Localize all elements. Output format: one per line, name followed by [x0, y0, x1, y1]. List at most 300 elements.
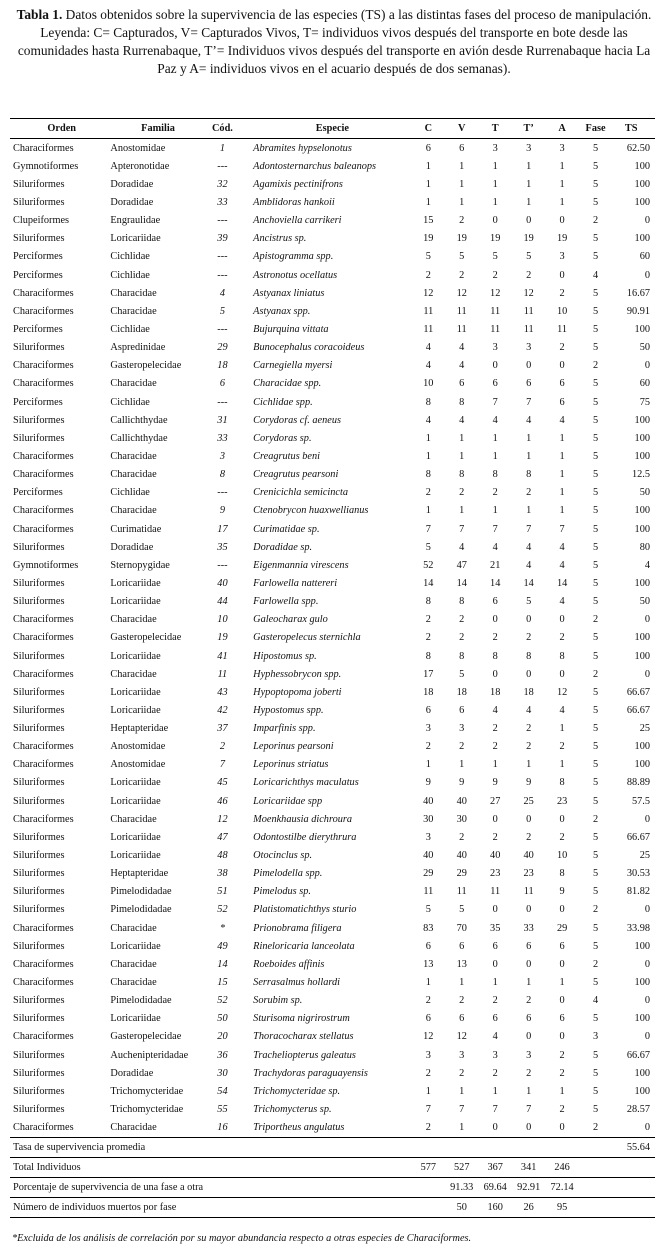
cell-orden: Characiformes — [13, 360, 74, 372]
cell-especie: Bujurquina vittata — [253, 323, 329, 335]
cell-c: 18 — [423, 686, 434, 698]
cell-familia: Characidae — [110, 287, 157, 299]
cell-orden: Characiformes — [13, 741, 74, 753]
cell-tp: 0 — [526, 360, 532, 372]
cell-tp: 0 — [526, 215, 532, 227]
cell-especie: Hypostomus spp. — [253, 704, 324, 716]
cell-c: 7 — [425, 1104, 431, 1116]
cell-a: 3 — [559, 142, 565, 154]
cell-orden: Siluriformes — [13, 777, 65, 789]
summary-total-label: Total Individuos — [10, 1157, 412, 1177]
summary-body — [10, 1137, 655, 1217]
cell-tp: 18 — [523, 686, 534, 698]
cell-v: 6 — [459, 1013, 465, 1025]
cell-cod: 45 — [217, 777, 228, 789]
cell-fase: 5 — [592, 831, 599, 843]
cell-a: 0 — [559, 995, 565, 1007]
cell-orden: Characiformes — [13, 813, 74, 825]
table-row — [10, 193, 655, 211]
table-row — [10, 1028, 655, 1046]
cell-c: 11 — [423, 323, 434, 335]
cell-ts: 100 — [634, 160, 650, 172]
cell-familia: Anostomidae — [110, 759, 166, 771]
cell-ts: 0 — [612, 1119, 655, 1138]
cell-cod: 39 — [217, 233, 228, 245]
cell-tp: 12 — [523, 287, 534, 299]
cell-t: 2 — [492, 269, 498, 281]
cell-especie: Crenicichla semicincta — [253, 487, 349, 499]
cell-familia: Characidae — [110, 378, 157, 390]
table-row — [10, 1010, 655, 1028]
table-row — [10, 701, 655, 719]
cell-fase: 2 — [592, 813, 599, 825]
cell-fase: 5 — [592, 850, 599, 862]
cell-especie: Trichomycteridae sp. — [253, 1085, 341, 1097]
cell-v: 40 — [456, 850, 467, 862]
cell-tp: 7 — [526, 1104, 532, 1116]
cell-fase: 5 — [592, 759, 599, 771]
cell-a: 2 — [559, 741, 565, 753]
cell-c: 6 — [425, 704, 431, 716]
cell-c: 1 — [425, 450, 431, 462]
cell-tp: 1 — [526, 977, 532, 989]
cell-ts: 100 — [634, 1085, 650, 1097]
cell-fase: 5 — [592, 686, 599, 698]
cell-t: 0 — [492, 215, 498, 227]
cell-c: 2 — [425, 1067, 431, 1079]
cell-fase: 5 — [592, 704, 599, 716]
summary-deaths-a: 95 — [545, 1197, 578, 1217]
cell-a: 2 — [559, 831, 565, 843]
cell-t: 6 — [492, 378, 498, 390]
cell-especie: Curimatidae sp. — [253, 523, 320, 535]
cell-ts: 66.67 — [626, 831, 650, 843]
cell-tp: 1 — [526, 160, 532, 172]
cell-especie: Corydoras sp. — [253, 432, 312, 444]
cell-familia: Gasteropelecidae — [110, 1031, 182, 1043]
summary-mean-label: Tasa de supervivencia promedia — [10, 1137, 612, 1157]
cell-c: 8 — [425, 596, 431, 608]
cell-orden: Gymnotiformes — [13, 559, 79, 571]
cell-c: 29 — [423, 868, 434, 880]
cell-a: 0 — [559, 215, 565, 227]
cell-v: 1 — [445, 1119, 478, 1138]
cell-tp: 1 — [526, 759, 532, 771]
cell-fase: 5 — [592, 142, 599, 154]
cell-t: 11 — [490, 323, 501, 335]
cell-c: 13 — [423, 958, 434, 970]
summary-deaths-v: 50 — [445, 1197, 478, 1217]
cell-fase: 2 — [579, 1119, 612, 1138]
summary-deaths-t: 160 — [478, 1197, 511, 1217]
cell-tp: 7 — [526, 396, 532, 408]
cell-especie: Thoracocharax stellatus — [253, 1031, 354, 1043]
cell-a: 4 — [559, 414, 565, 426]
cell-ts: 100 — [634, 323, 650, 335]
cell-tp: 3 — [526, 1049, 532, 1061]
table-row — [10, 792, 655, 810]
table-row — [10, 302, 655, 320]
summary-deaths-tp: 26 — [512, 1197, 545, 1217]
cell-v: 8 — [459, 596, 465, 608]
cell-v: 8 — [459, 396, 465, 408]
cell-tp: 8 — [526, 650, 532, 662]
cell-cod: --- — [217, 160, 228, 172]
cell-ts: 25 — [639, 723, 650, 735]
cell-familia: Aspredinidae — [110, 342, 166, 354]
cell-ts: 75 — [639, 396, 650, 408]
cell-a: 1 — [559, 178, 565, 190]
table-footnote: *Excluida de los análisis de correlación por su mayor abundancia respecto a otras especies de Characiformes. — [12, 1233, 472, 1244]
cell-a: 0 — [559, 269, 565, 281]
cell-v: 47 — [456, 559, 467, 571]
cell-orden: Perciformes — [13, 323, 63, 335]
cell-v: 4 — [459, 414, 465, 426]
cell-fase: 5 — [592, 777, 599, 789]
cell-familia: Doradidae — [110, 178, 154, 190]
cell-orden: Siluriformes — [13, 577, 65, 589]
cell-a: 0 — [559, 360, 565, 372]
cell-orden: Siluriformes — [13, 795, 65, 807]
cell-cod: 46 — [217, 795, 228, 807]
cell-orden: Siluriformes — [13, 723, 65, 735]
cell-tp: 7 — [526, 523, 532, 535]
cell-ts: 0 — [644, 614, 650, 626]
cell-a: 1 — [559, 487, 565, 499]
cell-fase: 5 — [592, 178, 599, 190]
table-row — [10, 248, 655, 266]
cell-tp: 11 — [523, 305, 534, 317]
cell-v: 11 — [456, 323, 467, 335]
cell-ts: 50 — [639, 596, 650, 608]
cell-ts: 100 — [634, 432, 650, 444]
cell-orden: Perciformes — [13, 269, 63, 281]
cell-ts: 0 — [644, 269, 650, 281]
cell-tp: 4 — [526, 559, 532, 571]
cell-orden: Characiformes — [13, 759, 74, 771]
cell-especie: Rineloricaria lanceolata — [253, 940, 355, 952]
summary-phase-ts — [612, 1177, 655, 1197]
cell-cod: 14 — [217, 958, 228, 970]
table-row — [10, 466, 655, 484]
cell-cod: 52 — [217, 904, 228, 916]
cell-v: 4 — [459, 360, 465, 372]
cell-especie: Hyphessobrycon spp. — [253, 668, 342, 680]
cell-especie: Hypoptopoma joberti — [253, 686, 342, 698]
cell-tp: 1 — [526, 432, 532, 444]
cell-cod: --- — [217, 323, 228, 335]
cell-ts: 100 — [634, 759, 650, 771]
table-row — [10, 175, 655, 193]
cell-tp: 6 — [526, 1013, 532, 1025]
cell-ts: 4 — [644, 559, 650, 571]
cell-v: 3 — [459, 1049, 465, 1061]
cell-v: 13 — [456, 958, 467, 970]
table-row — [10, 683, 655, 701]
cell-especie: Leporinus striatus — [253, 759, 329, 771]
cell-t: 1 — [492, 196, 498, 208]
cell-familia: Heptapteridae — [110, 868, 169, 880]
cell-orden: Siluriformes — [13, 196, 65, 208]
summary-total-ts — [612, 1157, 655, 1177]
cell-tp: 9 — [526, 777, 532, 789]
cell-c: 15 — [423, 215, 434, 227]
cell-familia: Loricariidae — [110, 704, 161, 716]
cell-a: 6 — [559, 378, 565, 390]
cell-fase: 5 — [592, 287, 599, 299]
cell-fase: 4 — [592, 995, 599, 1007]
cell-t: 40 — [490, 850, 501, 862]
cell-especie: Adontosternarchus baleanops — [253, 160, 377, 172]
cell-familia: Characidae — [110, 305, 157, 317]
cell-c: 12 — [423, 287, 434, 299]
table-row — [10, 901, 655, 919]
cell-tp: 4 — [526, 704, 532, 716]
cell-v: 4 — [459, 342, 465, 354]
cell-especie: Creagrutus pearsoni — [253, 469, 339, 481]
cell-t: 1 — [492, 432, 498, 444]
cell-v: 6 — [459, 940, 465, 952]
cell-c: 8 — [425, 396, 431, 408]
cell-v: 2 — [459, 269, 465, 281]
cell-c: 83 — [423, 922, 434, 934]
table-row — [10, 538, 655, 556]
cell-fase: 5 — [592, 1085, 599, 1097]
cell-v: 12 — [456, 1031, 467, 1043]
cell-t: 5 — [492, 251, 498, 263]
cell-familia: Loricariidae — [110, 850, 161, 862]
summary-row-phase-survival — [10, 1177, 655, 1197]
cell-a: 0 — [559, 614, 565, 626]
cell-cod: 29 — [217, 342, 228, 354]
cell-fase: 2 — [592, 668, 599, 680]
cell-especie: Loricariidae spp — [253, 795, 323, 807]
cell-tp: 0 — [526, 958, 532, 970]
cell-tp: 2 — [526, 632, 532, 644]
cell-fase: 5 — [592, 396, 599, 408]
cell-familia: Characidae — [110, 505, 157, 517]
cell-ts: 66.67 — [626, 1049, 650, 1061]
cell-v: 2 — [459, 632, 465, 644]
cell-familia: Curimatidae — [110, 523, 162, 535]
cell-orden: Siluriformes — [13, 178, 65, 190]
cell-cod: 18 — [217, 360, 228, 372]
cell-cod: 43 — [217, 686, 228, 698]
cell-orden: Characiformes — [13, 614, 74, 626]
cell-ts: 100 — [634, 523, 650, 535]
cell-c: 2 — [425, 487, 431, 499]
summary-total-t: 367 — [478, 1157, 511, 1177]
cell-familia: Gasteropelecidae — [110, 360, 182, 372]
cell-fase: 5 — [592, 868, 599, 880]
cell-cod: 49 — [217, 940, 228, 952]
cell-fase: 2 — [592, 614, 599, 626]
cell-v: 1 — [459, 505, 465, 517]
cell-v: 1 — [459, 759, 465, 771]
cell-familia: Loricariidae — [110, 596, 161, 608]
cell-cod: 19 — [217, 632, 228, 644]
cell-tp: 11 — [523, 886, 534, 898]
cell-familia: Anostomidae — [110, 142, 166, 154]
cell-ts: 16.67 — [626, 287, 650, 299]
cell-v: 11 — [456, 305, 467, 317]
table-row — [10, 593, 655, 611]
cell-familia: Characidae — [110, 813, 157, 825]
cell-a: 11 — [557, 323, 568, 335]
cell-especie: Tracheliopterus galeatus — [253, 1049, 356, 1061]
cell-ts: 0 — [644, 360, 650, 372]
table-row — [10, 484, 655, 502]
cell-familia: Characidae — [110, 922, 157, 934]
cell-fase: 5 — [592, 940, 599, 952]
cell-t: 18 — [490, 686, 501, 698]
cell-v: 30 — [456, 813, 467, 825]
cell-especie: Astyanax spp. — [253, 305, 311, 317]
cell-cod: 12 — [217, 813, 228, 825]
cell-c: 2 — [425, 741, 431, 753]
cell-tp: 25 — [523, 795, 534, 807]
cell-cod: 41 — [217, 650, 228, 662]
cell-cod: 8 — [219, 469, 226, 481]
cell-fase: 5 — [592, 160, 599, 172]
cell-v: 2 — [459, 741, 465, 753]
cell-ts: 60 — [639, 251, 650, 263]
cell-ts: 30.53 — [626, 868, 650, 880]
cell-orden: Characiformes — [13, 450, 74, 462]
cell-especie: Farlowella nattereri — [253, 577, 338, 589]
cell-tp: 5 — [526, 251, 532, 263]
table-row — [10, 230, 655, 248]
table-row — [10, 320, 655, 338]
cell-v: 1 — [459, 977, 465, 989]
cell-ts: 100 — [634, 977, 650, 989]
cell-t: 9 — [492, 777, 498, 789]
cell-a: 6 — [559, 940, 565, 952]
cell-especie: Carnegiella myersi — [253, 360, 333, 372]
cell-tp: 4 — [526, 414, 532, 426]
cell-tp: 3 — [526, 342, 532, 354]
cell-especie: Amblidoras hankoii — [253, 196, 335, 208]
cell-cod: 3 — [219, 450, 226, 462]
cell-v: 29 — [456, 868, 467, 880]
cell-orden: Gymnotiformes — [13, 160, 79, 172]
table-row — [10, 357, 655, 375]
cell-orden: Siluriformes — [13, 1049, 65, 1061]
cell-especie: Hipostomus sp. — [253, 650, 317, 662]
cell-c: 4 — [425, 360, 431, 372]
cell-tp: 4 — [526, 541, 532, 553]
cell-cod: 7 — [219, 759, 226, 771]
cell-tp: 19 — [523, 233, 534, 245]
cell-ts: 100 — [634, 178, 650, 190]
cell-especie: Loricarichthys maculatus — [253, 777, 359, 789]
cell-orden: Siluriformes — [13, 940, 65, 952]
summary-row-total — [10, 1157, 655, 1177]
cell-c: 40 — [423, 795, 434, 807]
cell-c: 6 — [425, 142, 431, 154]
cell-a: 1 — [559, 432, 565, 444]
cell-orden: Perciformes — [13, 396, 63, 408]
cell-ts: 0 — [644, 995, 650, 1007]
cell-c: 11 — [423, 886, 434, 898]
cell-familia: Anostomidae — [110, 741, 166, 753]
cell-v: 1 — [459, 196, 465, 208]
cell-ts: 62.50 — [626, 142, 650, 154]
table-row — [10, 1064, 655, 1082]
cell-especie: Sturisoma nigrirostrum — [253, 1013, 350, 1025]
cell-a: 4 — [559, 596, 565, 608]
cell-v: 2 — [459, 614, 465, 626]
cell-tp: 5 — [526, 596, 532, 608]
cell-fase: 2 — [592, 360, 599, 372]
cell-tp: 2 — [526, 723, 532, 735]
cell-especie: Leporinus pearsoni — [253, 741, 334, 753]
cell-c: 1 — [425, 977, 431, 989]
cell-especie: Apistogramma spp. — [253, 251, 334, 263]
cell-ts: 0 — [644, 215, 650, 227]
cell-t: 1 — [492, 505, 498, 517]
cell-tp: 1 — [526, 450, 532, 462]
cell-t: 0 — [492, 614, 498, 626]
cell-orden: Siluriformes — [13, 1013, 65, 1025]
cell-fase: 5 — [592, 523, 599, 535]
cell-familia: Gasteropelecidae — [110, 632, 182, 644]
cell-familia: Pimelodidadae — [110, 886, 172, 898]
cell-t: 0 — [478, 1119, 511, 1138]
cell-cod: 1 — [219, 142, 226, 154]
cell-t: 3 — [492, 1049, 498, 1061]
header-row — [10, 119, 655, 139]
table-row — [10, 955, 655, 973]
cell-especie: Pimelodella spp. — [253, 868, 323, 880]
cell-t: 4 — [492, 1031, 498, 1043]
cell-tp: 0 — [526, 668, 532, 680]
cell-v: 2 — [459, 831, 465, 843]
cell-orden: Characiformes — [13, 469, 74, 481]
cell-t: 7 — [492, 1104, 498, 1116]
cell-t: 2 — [492, 632, 498, 644]
cell-v: 1 — [459, 160, 465, 172]
cell-a: 1 — [559, 723, 565, 735]
cell-ts: 100 — [634, 650, 650, 662]
cell-v: 5 — [459, 904, 465, 916]
cell-t: 1 — [492, 977, 498, 989]
cell-cod: 51 — [217, 886, 228, 898]
cell-ts: 0 — [644, 904, 650, 916]
cell-cod: 30 — [217, 1067, 228, 1079]
cell-ts: 57.5 — [631, 795, 650, 807]
cell-fase: 5 — [592, 596, 599, 608]
cell-especie: Serrasalmus hollardi — [253, 977, 341, 989]
cell-especie: Gasteropelecus sternichla — [253, 632, 361, 644]
cell-c: 6 — [425, 940, 431, 952]
cell-orden: Characiformes — [10, 1119, 110, 1138]
cell-especie: Ancistrus sp. — [253, 233, 307, 245]
cell-a: 19 — [556, 233, 568, 245]
cell-v: 1 — [459, 178, 465, 190]
cell-orden: Characiformes — [13, 977, 74, 989]
header-t: T — [478, 119, 511, 139]
table-row — [10, 937, 655, 955]
table-row — [10, 919, 655, 937]
table-row — [10, 738, 655, 756]
cell-tp: 23 — [523, 868, 534, 880]
cell-t: 21 — [490, 559, 501, 571]
cell-t: 2 — [492, 1067, 498, 1079]
cell-ts: 0 — [644, 958, 650, 970]
caption-label: Tabla 1. — [16, 7, 63, 22]
cell-c: 4 — [425, 342, 431, 354]
